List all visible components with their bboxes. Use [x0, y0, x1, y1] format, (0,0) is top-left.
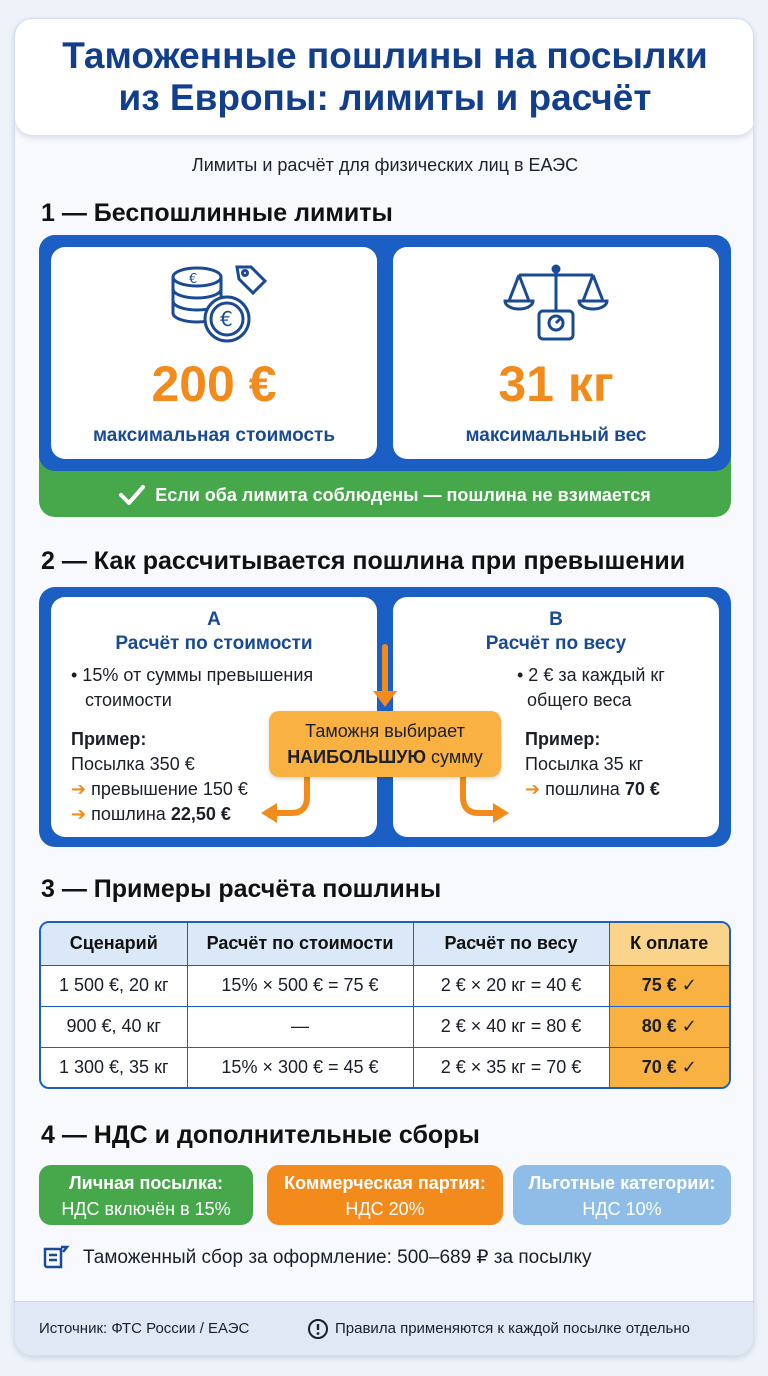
scales-icon	[393, 261, 719, 350]
table-cell: 15% × 500 € = 75 €	[187, 965, 413, 1006]
calc-a-example: Пример: Посылка 350 € ➔ превышение 150 € ➔ пошлина 22,50 €	[71, 729, 248, 824]
calc-a-letter: А	[207, 609, 221, 630]
svg-text:€: €	[220, 307, 233, 331]
footer-source: Источник: ФТС России / ЕАЭС	[39, 1320, 250, 1337]
table-cell-total: 80 € ✓	[609, 1006, 729, 1047]
price-tag-icon	[237, 267, 265, 293]
table-cell: 900 €, 40 кг	[41, 1006, 187, 1047]
weight-limit-card	[393, 247, 719, 459]
table-row	[41, 1047, 729, 1088]
choose-max-box: Таможня выбирает НАИБОЛЬШУЮ сумму	[269, 711, 501, 777]
table-cell: 1 500 €, 20 кг	[41, 965, 187, 1006]
calc-b-title: Расчёт по весу	[485, 633, 627, 654]
table-cell: 1 300 €, 35 кг	[41, 1047, 187, 1088]
footer-note: Правила применяются к каждой посылке отдельно	[335, 1320, 690, 1337]
customs-fee	[41, 1243, 591, 1271]
calc-b-letter: В	[549, 609, 563, 630]
vat-preferential-pill: Льготные категории: НДС 10%	[513, 1165, 731, 1225]
duty-free-limits	[39, 235, 731, 517]
section2-title: 2 — Как рассчитывается пошлина при превышении	[41, 547, 686, 575]
table-cell: —	[187, 1006, 413, 1047]
table-header: Расчёт по стоимости	[187, 923, 413, 965]
table-row	[41, 965, 729, 1006]
calc-b-rule: • 2 € за каждый кг общего веса	[517, 665, 665, 710]
table-cell: 2 € × 35 кг = 70 €	[413, 1047, 609, 1088]
page-title	[62, 35, 708, 119]
table-header: Расчёт по весу	[413, 923, 609, 965]
table-cell-total: 70 € ✓	[609, 1047, 729, 1088]
calc-a-title: Расчёт по стоимости	[115, 633, 313, 654]
infographic-card	[14, 18, 754, 1356]
table-cell-total: 75 € ✓	[609, 965, 729, 1006]
title-line-2: из Европы: лимиты и расчёт	[118, 77, 652, 118]
examples-table	[39, 921, 731, 1089]
weight-icon	[539, 311, 573, 339]
calc-a-rule: • 15% от суммы превышения стоимости	[71, 665, 314, 710]
info-exclamation-icon	[307, 1318, 329, 1340]
section4-title: 4 — НДС и дополнительные сборы	[41, 1121, 480, 1149]
table-header-row	[41, 923, 729, 965]
check-icon	[119, 484, 145, 506]
svg-text:€: €	[189, 272, 198, 287]
section3-title: 3 — Примеры расчёта пошлины	[41, 875, 442, 903]
customs-fee-text: Таможенный сбор за оформление: 500–689 ₽ за посылку	[83, 1246, 592, 1268]
calc-b-example: Пример: Посылка 35 кг ➔ пошлина 70 €	[525, 729, 660, 799]
limits-note-text: Если оба лимита соблюдены — пошлина не взимается	[155, 484, 651, 505]
table-row	[41, 1006, 729, 1047]
table-cell: 15% × 300 € = 45 €	[187, 1047, 413, 1088]
table-cell: 2 € × 40 кг = 80 €	[413, 1006, 609, 1047]
footer	[15, 1301, 754, 1356]
coins-euro-icon	[51, 261, 377, 350]
limits-panel	[39, 235, 731, 471]
arrow-right-icon: ➔	[71, 779, 87, 799]
calculation-panel	[39, 587, 731, 847]
header	[15, 19, 754, 135]
subtitle: Лимиты и расчёт для физических лиц в ЕАЭС	[191, 155, 579, 175]
cost-limit-label: максимальная стоимость	[92, 425, 336, 446]
weight-limit-value: 31 кг	[498, 356, 614, 412]
document-icon	[41, 1243, 71, 1271]
table-header: К оплате	[609, 923, 729, 965]
table-cell: 2 € × 20 кг = 40 €	[413, 965, 609, 1006]
arrow-right-icon: ➔	[525, 779, 541, 799]
limits-note	[39, 477, 731, 513]
vat-personal-pill: Личная посылка: НДС включён в 15%	[39, 1165, 253, 1225]
section1-title: 1 — Беспошлинные лимиты	[41, 199, 393, 227]
vat-commercial-pill: Коммерческая партия: НДС 20%	[267, 1165, 503, 1225]
weight-limit-label: максимальный вес	[465, 425, 647, 446]
title-line-1: Таможенные пошлины на посылки	[62, 35, 708, 76]
cost-limit-card	[51, 247, 377, 459]
cost-limit-value: 200 €	[151, 356, 277, 412]
arrow-right-icon: ➔	[71, 804, 87, 824]
table-header: Сценарий	[41, 923, 187, 965]
